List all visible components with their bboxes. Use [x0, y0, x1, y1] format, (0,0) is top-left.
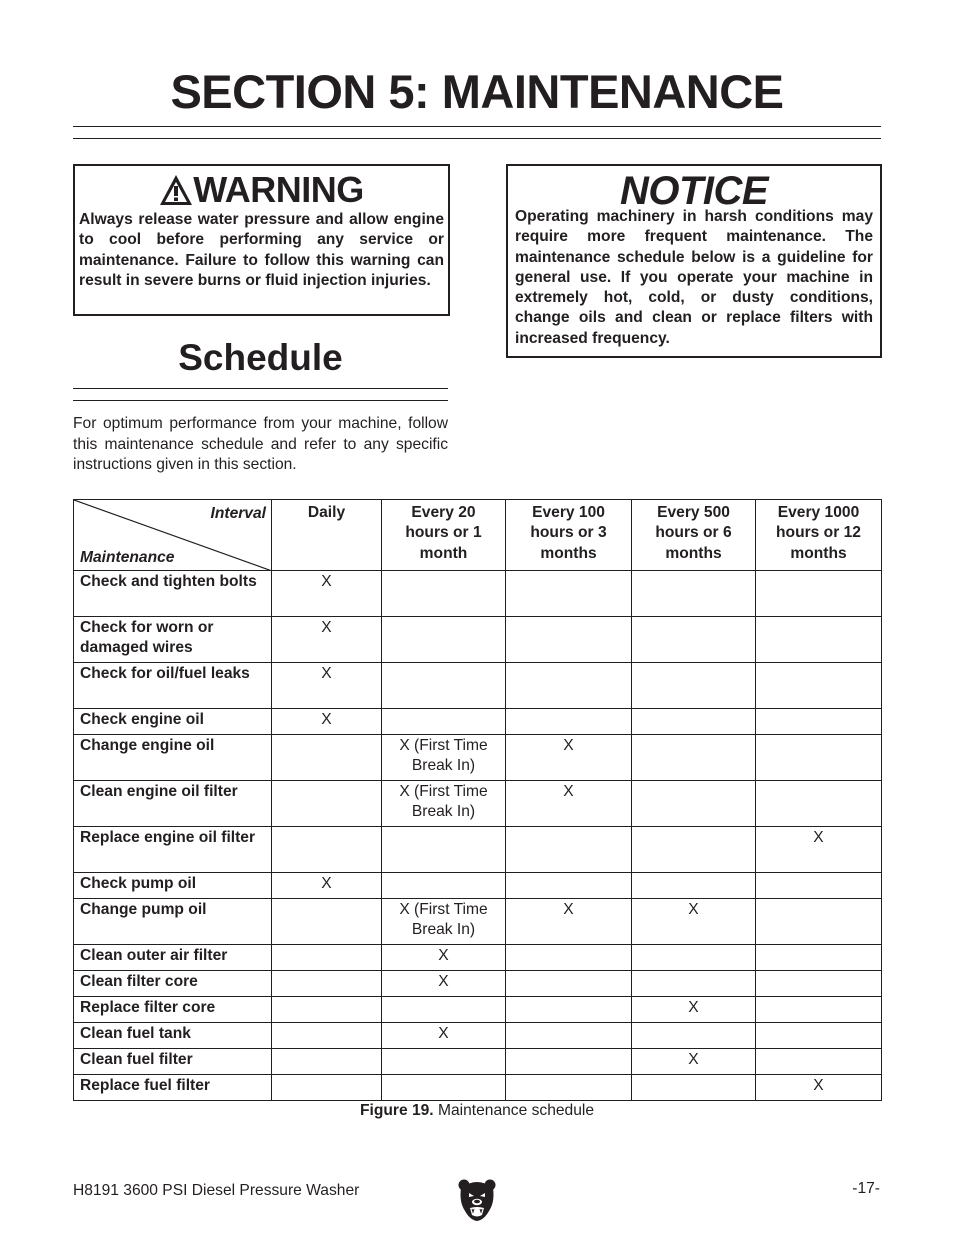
interval-mark-cell: X (First Time Break In): [382, 781, 506, 827]
interval-mark-cell: [382, 827, 506, 873]
maintenance-task-cell: Clean outer air filter: [74, 945, 272, 971]
interval-mark-cell: [756, 873, 882, 899]
column-header-daily: Daily: [272, 500, 382, 571]
maintenance-task-cell: Replace fuel filter: [74, 1075, 272, 1101]
maintenance-schedule-table: [73, 499, 882, 1101]
interval-mark-cell: [756, 617, 882, 663]
maintenance-task-cell: Change engine oil: [74, 735, 272, 781]
schedule-rule-bottom: [73, 400, 448, 401]
table-row: [74, 997, 882, 1023]
page-title: SECTION 5: MAINTENANCE: [170, 65, 784, 118]
interval-mark-cell: [632, 781, 756, 827]
interval-mark-cell: [272, 827, 382, 873]
schedule-heading: Schedule: [178, 337, 343, 378]
interval-mark-cell: X (First Time Break In): [382, 735, 506, 781]
interval-mark-cell: [756, 709, 882, 735]
interval-mark-cell: [272, 781, 382, 827]
interval-mark-cell: [506, 873, 632, 899]
interval-mark-cell: [632, 945, 756, 971]
interval-mark-cell: [382, 663, 506, 709]
interval-mark-cell: [272, 945, 382, 971]
interval-mark-cell: X: [272, 571, 382, 617]
table-row: [74, 571, 882, 617]
interval-mark-cell: [382, 617, 506, 663]
table-row: [74, 1075, 882, 1101]
interval-mark-cell: X: [382, 945, 506, 971]
interval-mark-cell: [632, 663, 756, 709]
interval-mark-cell: [506, 1023, 632, 1049]
maintenance-task-cell: Check engine oil: [74, 709, 272, 735]
interval-mark-cell: X: [272, 709, 382, 735]
interval-mark-cell: [756, 945, 882, 971]
interval-mark-cell: [756, 971, 882, 997]
interval-mark-cell: [756, 997, 882, 1023]
interval-mark-cell: [756, 663, 882, 709]
interval-mark-cell: [506, 663, 632, 709]
maintenance-task-cell: Check pump oil: [74, 873, 272, 899]
interval-mark-cell: [382, 1049, 506, 1075]
notice-text: Operating machinery in harsh conditions may require more frequent maintenance. The maintenance schedule below is a guideline for general use. If you operate your machine in extremely hot, cold, or dusty conditions, change oils and clean or replace filters with increased frequency.: [515, 208, 873, 347]
page-number: -17-: [852, 1180, 880, 1197]
interval-mark-cell: [632, 971, 756, 997]
interval-mark-cell: [506, 617, 632, 663]
interval-mark-cell: [632, 617, 756, 663]
title-rule-bottom: [73, 138, 881, 139]
interval-mark-cell: [632, 709, 756, 735]
column-header-1000-hours: Every 1000 hours or 12 months: [756, 500, 882, 571]
title-rule-top: [73, 126, 881, 127]
interval-mark-cell: [632, 827, 756, 873]
maintenance-task-cell: Check and tighten bolts: [74, 571, 272, 617]
notice-label: NOTICE: [619, 169, 769, 213]
maintenance-task-cell: Clean fuel tank: [74, 1023, 272, 1049]
maintenance-task-cell: Clean engine oil filter: [74, 781, 272, 827]
interval-mark-cell: X: [756, 1075, 882, 1101]
interval-mark-cell: X: [632, 1049, 756, 1075]
interval-mark-cell: [506, 709, 632, 735]
table-body: [74, 571, 882, 1101]
interval-mark-cell: X: [272, 663, 382, 709]
interval-mark-cell: X (First Time Break In): [382, 899, 506, 945]
interval-mark-cell: [506, 571, 632, 617]
interval-mark-cell: [632, 735, 756, 781]
interval-mark-cell: [506, 945, 632, 971]
interval-mark-cell: X: [272, 617, 382, 663]
interval-mark-cell: [756, 571, 882, 617]
column-header-20-hours: Every 20 hours or 1 month: [382, 500, 506, 571]
table-corner-cell: [74, 500, 272, 571]
interval-mark-cell: X: [382, 971, 506, 997]
interval-mark-cell: [506, 971, 632, 997]
interval-mark-cell: [756, 1023, 882, 1049]
interval-mark-cell: [272, 1075, 382, 1101]
interval-mark-cell: [272, 1023, 382, 1049]
interval-mark-cell: [632, 873, 756, 899]
table-row: [74, 945, 882, 971]
corner-interval-label: Interval: [210, 505, 266, 522]
schedule-intro: For optimum performance from your machine, follow this maintenance schedule and refer to any specific instructions given in this section.: [73, 415, 448, 474]
figure-caption-label: Figure 19.: [359, 1102, 434, 1119]
interval-mark-cell: [272, 1049, 382, 1075]
warning-text: Always release water pressure and allow engine to cool before performing any service or maintenance. Failure to follow this warning can result in severe burns or fluid injection injuries.: [79, 211, 444, 289]
figure-caption: [0, 1101, 954, 1121]
warning-header: [75, 170, 448, 210]
notice-box: [506, 164, 882, 358]
table-row: [74, 899, 882, 945]
interval-mark-cell: [506, 1049, 632, 1075]
interval-mark-cell: [756, 781, 882, 827]
interval-mark-cell: X: [506, 735, 632, 781]
interval-mark-cell: [382, 1075, 506, 1101]
table-row: [74, 781, 882, 827]
interval-mark-cell: X: [382, 1023, 506, 1049]
table-row: [74, 617, 882, 663]
maintenance-task-cell: Clean fuel filter: [74, 1049, 272, 1075]
maintenance-task-cell: Check for worn or damaged wires: [74, 617, 272, 663]
interval-mark-cell: [756, 899, 882, 945]
interval-mark-cell: [756, 1049, 882, 1075]
table-row: [74, 709, 882, 735]
table-row: [74, 1049, 882, 1075]
interval-mark-cell: [506, 827, 632, 873]
warning-triangle-icon: [159, 174, 193, 206]
interval-mark-cell: [382, 571, 506, 617]
interval-mark-cell: [382, 997, 506, 1023]
column-header-100-hours: Every 100 hours or 3 months: [506, 500, 632, 571]
interval-mark-cell: X: [506, 781, 632, 827]
interval-mark-cell: [632, 1075, 756, 1101]
interval-mark-cell: X: [272, 873, 382, 899]
maintenance-task-cell: Replace engine oil filter: [74, 827, 272, 873]
table-row: [74, 1023, 882, 1049]
column-header-500-hours: Every 500 hours or 6 months: [632, 500, 756, 571]
table-header-row: [74, 500, 882, 571]
table-row: [74, 971, 882, 997]
table-row: [74, 735, 882, 781]
schedule-rule-top: [73, 388, 448, 389]
interval-mark-cell: [506, 997, 632, 1023]
footer-manual-title: H8191 3600 PSI Diesel Pressure Washer: [73, 1182, 360, 1199]
warning-label: WARNING: [193, 169, 364, 210]
table-row: [74, 827, 882, 873]
maintenance-task-cell: Replace filter core: [74, 997, 272, 1023]
interval-mark-cell: [632, 571, 756, 617]
maintenance-task-cell: Change pump oil: [74, 899, 272, 945]
interval-mark-cell: X: [506, 899, 632, 945]
interval-mark-cell: [382, 709, 506, 735]
table-row: [74, 663, 882, 709]
interval-mark-cell: X: [756, 827, 882, 873]
interval-mark-cell: [506, 1075, 632, 1101]
interval-mark-cell: X: [632, 899, 756, 945]
maintenance-task-cell: Clean filter core: [74, 971, 272, 997]
corner-maintenance-label: Maintenance: [80, 548, 175, 566]
interval-mark-cell: [272, 997, 382, 1023]
interval-mark-cell: [272, 971, 382, 997]
interval-mark-cell: [382, 873, 506, 899]
interval-mark-cell: [272, 899, 382, 945]
interval-mark-cell: [756, 735, 882, 781]
interval-mark-cell: [632, 1023, 756, 1049]
interval-mark-cell: [272, 735, 382, 781]
table-row: [74, 873, 882, 899]
interval-mark-cell: X: [632, 997, 756, 1023]
figure-caption-text: Maintenance schedule: [437, 1102, 595, 1119]
bear-head-icon: [457, 1178, 497, 1222]
maintenance-task-cell: Check for oil/fuel leaks: [74, 663, 272, 709]
warning-box: [73, 164, 450, 316]
